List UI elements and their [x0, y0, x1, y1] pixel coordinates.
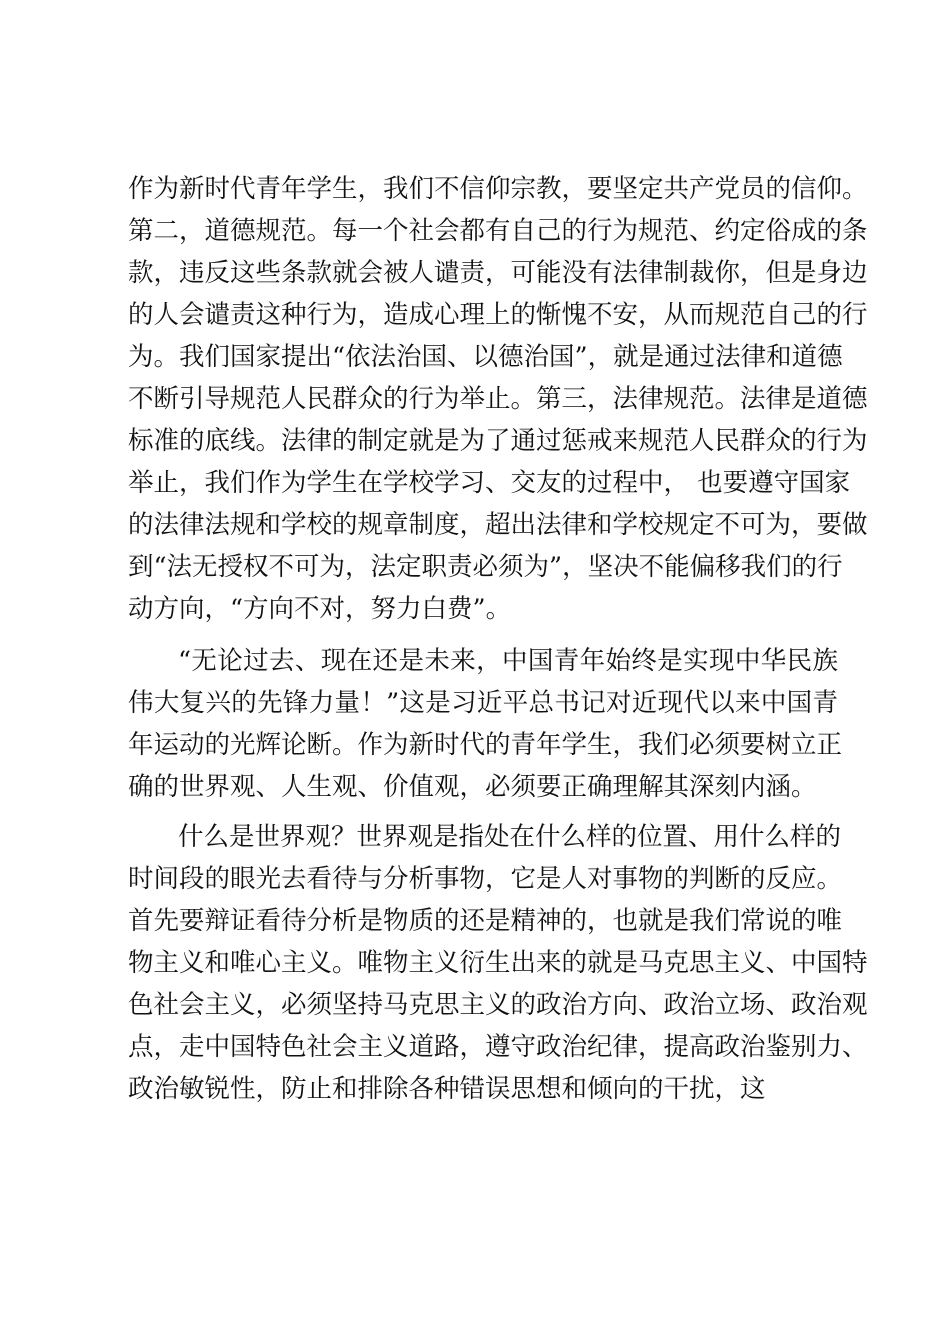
paragraph-line: 举止，我们作为学生在学校学习、交友的过程中， 也要遵守国家 — [128, 468, 851, 498]
paragraph-line: 动方向，“方向不对，努力白费”。 — [128, 594, 512, 624]
paragraph-1 — [128, 168, 868, 630]
paragraph-line: 第二，道德规范。每一个社会都有自己的行为规范、约定俗成的条 — [128, 216, 868, 246]
paragraph-line: 政治敏锐性，防止和排除各种错误思想和倾向的干扰，这 — [128, 1074, 766, 1104]
paragraph-line: 点，走中国特色社会主义道路，遵守政治纪律，提高政治鉴别力、 — [128, 1032, 868, 1062]
paragraph-line: 首先要辩证看待分析是物质的还是精神的，也就是我们常说的唯 — [128, 906, 843, 936]
paragraph-line: 年运动的光辉论断。作为新时代的青年学生，我们必须要树立正 — [128, 730, 843, 760]
paragraph-3 — [128, 816, 868, 1110]
paragraph-line: 标准的底线。法律的制定就是为了通过惩戒来规范人民群众的行为 — [128, 426, 868, 456]
paragraph-line: 款，违反这些条款就会被人谴责，可能没有法律制裁你，但是身边 — [128, 258, 868, 288]
paragraph-line: 色社会主义，必须坚持马克思主义的政治方向、政治立场、政治观 — [128, 990, 868, 1020]
paragraph-line: 确的世界观、人生观、价值观，必须要正确理解其深刻内涵。 — [128, 772, 817, 802]
paragraph-line: 不断引导规范人民群众的行为举止。第三，法律规范。法律是道德 — [128, 384, 868, 414]
paragraph-line: 伟大复兴的先锋力量！”这是习近平总书记对近现代以来中国青 — [128, 688, 838, 718]
paragraph-line: 什么是世界观？世界观是指处在什么样的位置、用什么样的 — [178, 822, 842, 852]
paragraph-line: 的法律法规和学校的规章制度，超出法律和学校规定不可为，要做 — [128, 510, 868, 540]
paragraph-line: 物主义和唯心主义。唯物主义衍生出来的就是马克思主义、中国特 — [128, 948, 868, 978]
paragraph-line: 为。我们国家提出“依法治国、以德治国”，就是通过法律和道德 — [128, 342, 843, 372]
paragraph-line: “无论过去、现在还是未来，中国青年始终是实现中华民族 — [178, 646, 838, 676]
paragraph-line: 时间段的眼光去看待与分析事物，它是人对事物的判断的反应。 — [128, 864, 843, 894]
paragraph-line: 作为新时代青年学生，我们不信仰宗教，要坚定共产党员的信仰。 — [128, 174, 868, 204]
paragraph-2 — [128, 640, 843, 808]
paragraph-line: 到“法无授权不可为，法定职责必须为”，坚决不能偏移我们的行 — [128, 552, 843, 582]
paragraph-line: 的人会谴责这种行为，造成心理上的惭愧不安，从而规范自己的行 — [128, 300, 868, 330]
